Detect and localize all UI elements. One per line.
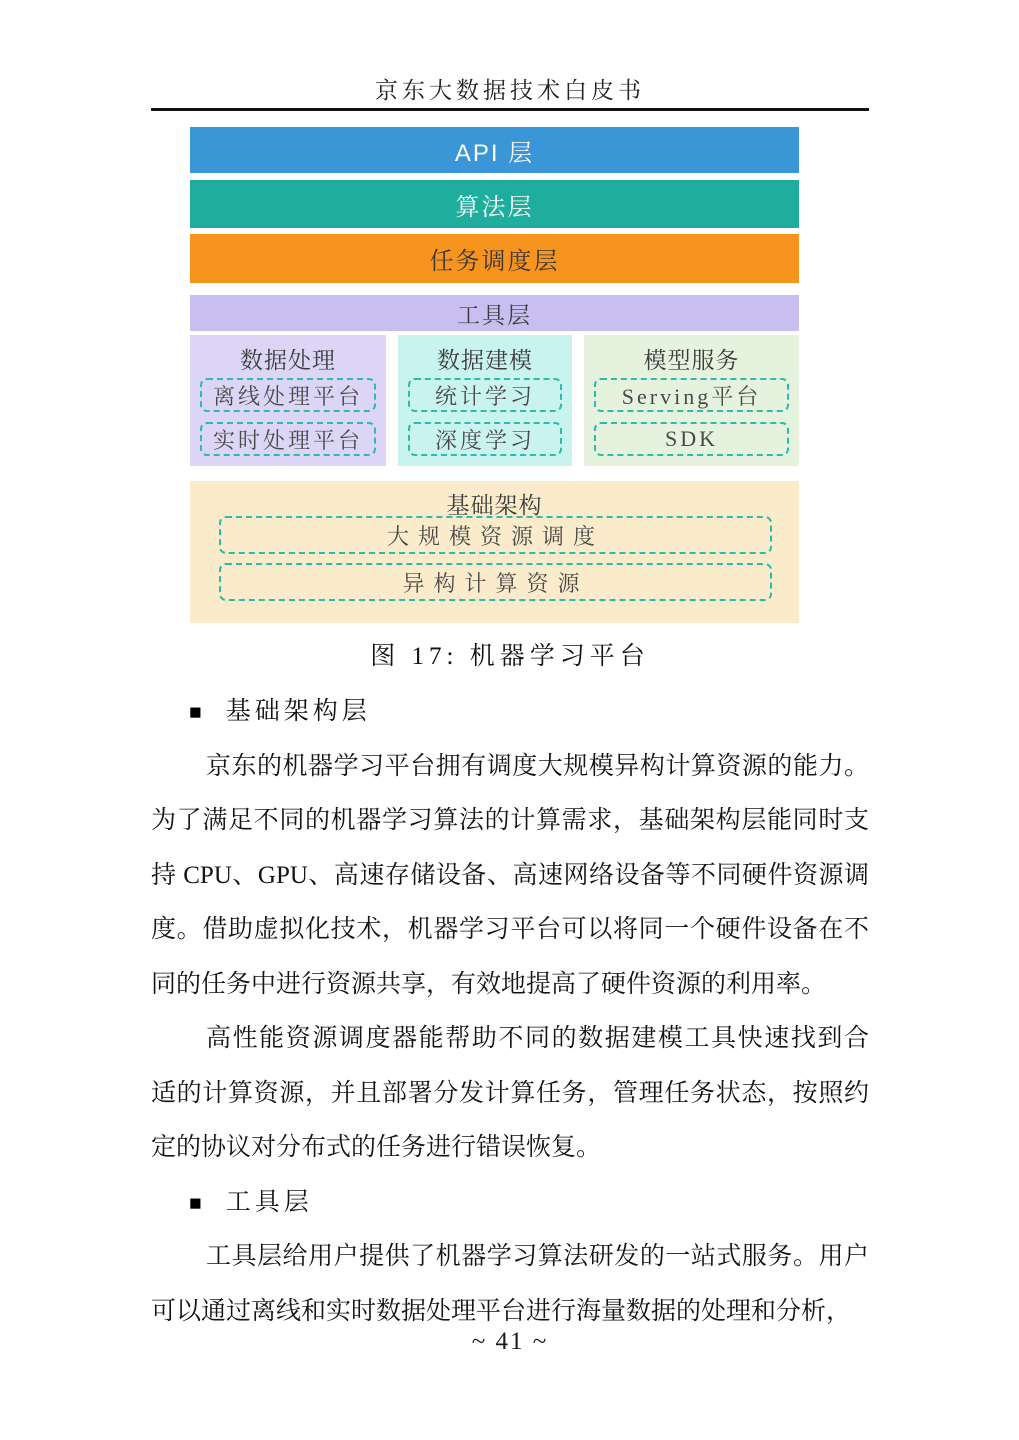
paragraph-line: 定的协议对分布式的任务进行错误恢复。 (151, 1134, 602, 1161)
section-heading-text: 工具层 (225, 1188, 313, 1216)
paragraph-line: 同的任务中进行资源共享，有效地提高了硬件资源的利用率。 (151, 970, 827, 998)
section-heading-text: 基础架构层 (225, 698, 371, 725)
figure-caption: 图 17: 机器学习平台 (370, 643, 650, 670)
box-realtime-processing-platform: 实时处理平台 (200, 422, 376, 456)
panel-model-serving (584, 335, 799, 466)
panel-data-modeling (398, 335, 572, 466)
box-statistical-learning: 统计学习 (408, 378, 562, 412)
panel-model-serving-title: 模型服务 (643, 347, 740, 373)
layer-algorithm: 算法层 (190, 180, 799, 228)
panel-infrastructure (190, 481, 799, 623)
paragraph-line: 高性能资源调度器能帮助不同的数据建模工具快速找到合 (206, 1025, 869, 1052)
layer-task-scheduler: 任务调度层 (190, 234, 799, 283)
paragraph-line: 持 CPU、GPU、高速存储设备、高速网络设备等不同硬件资源调 (151, 861, 869, 889)
paragraph-line: 京东的机器学习平台拥有调度大规模异构计算资源的能力。 (206, 752, 869, 780)
document-header-title: 京东大数据技术白皮书 (375, 78, 645, 103)
layer-api: API 层 (190, 127, 799, 173)
panel-data-processing (190, 335, 386, 466)
box-large-scale-resource-scheduling: 大规模资源调度 (219, 516, 772, 554)
paragraph-line: 为了满足不同的机器学习算法的计算需求，基础架构层能同时支 (151, 807, 869, 834)
paragraph-line: 工具层给用户提供了机器学习算法研发的一站式服务。用户 (206, 1243, 869, 1270)
tools-panels-row (190, 335, 799, 466)
paragraph-line: 度。借助虚拟化技术，机器学习平台可以将同一个硬件设备在不 (151, 916, 869, 943)
paragraph-line: 可以通过离线和实时数据处理平台进行海量数据的处理和分析， (151, 1297, 852, 1325)
box-deep-learning: 深度学习 (408, 422, 562, 456)
box-heterogeneous-computing-resources: 异构计算资源 (219, 563, 772, 601)
section-heading-tools (151, 1176, 869, 1231)
box-sdk: SDK (594, 422, 789, 456)
section-heading-infrastructure (151, 685, 869, 740)
panel-data-processing-title: 数据处理 (240, 347, 336, 373)
box-serving-platform: Serving平台 (594, 378, 789, 412)
page-number: ~ 41 ~ (471, 1328, 549, 1355)
layer-tools-header: 工具层 (190, 295, 799, 331)
panel-infrastructure-title: 基础架构 (446, 492, 543, 518)
header-rule (151, 108, 869, 111)
body-text (151, 685, 869, 1339)
box-offline-processing-platform: 离线处理平台 (200, 378, 376, 412)
bullet-square-icon: ■ (189, 1190, 202, 1215)
panel-data-modeling-title: 数据建模 (437, 347, 533, 373)
architecture-diagram (190, 127, 799, 623)
bullet-square-icon: ■ (189, 700, 202, 724)
paragraph-line: 适的计算资源，并且部署分发计算任务，管理任务状态，按照约 (151, 1079, 869, 1107)
